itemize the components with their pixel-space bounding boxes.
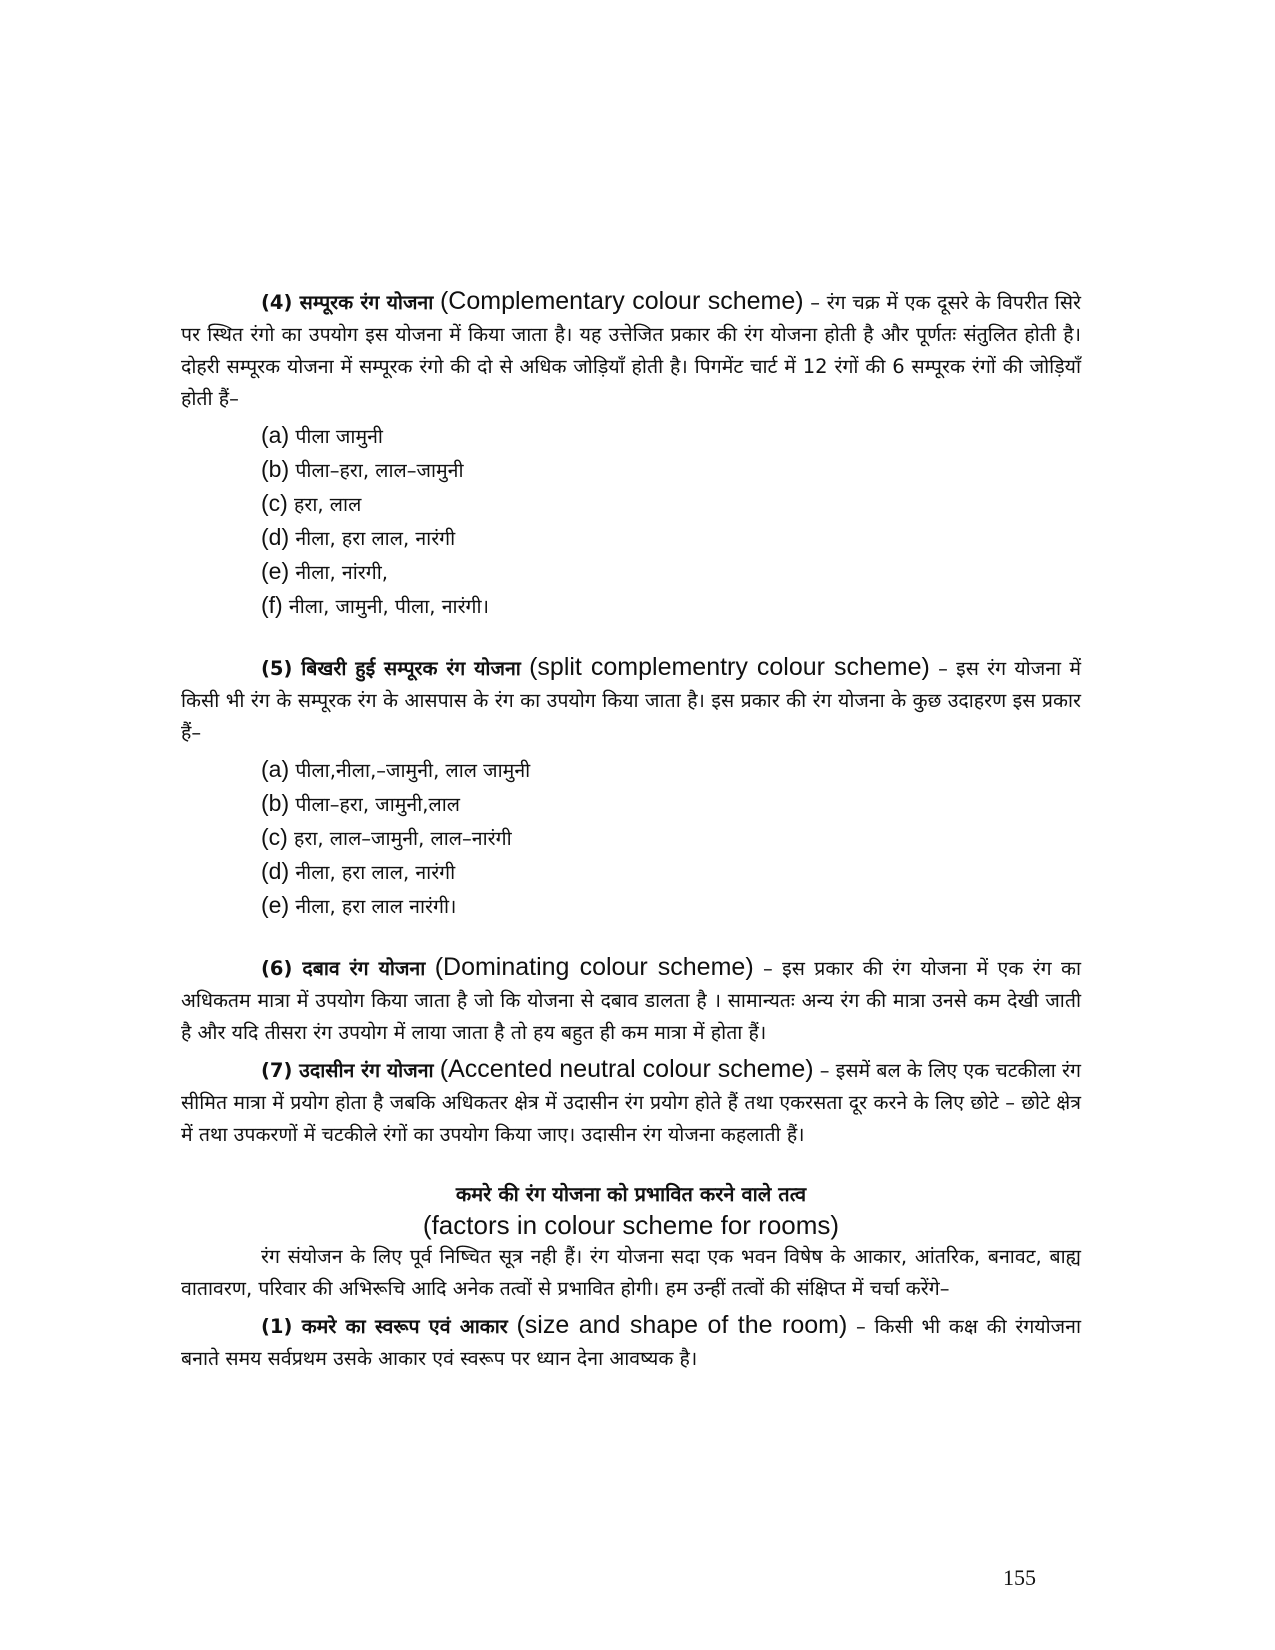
- section-5-heading-hi: (5) बिखरी हुई सम्पूरक रंग योजना: [261, 657, 521, 680]
- list-item: (a) पीला,नीला,–जामुनी, लाल जामुनी: [261, 756, 531, 782]
- factors-title-en: (factors in colour scheme for rooms): [422, 1210, 840, 1240]
- section-6-heading-hi: (6) दबाव रंग योजना: [261, 957, 426, 980]
- factor-1-heading-hi: (1) कमरे का स्वरूप एवं आकार: [261, 1315, 508, 1338]
- factor-1-paragraph: [181, 1309, 1081, 1375]
- section-6-body: – इस प्रकार की रंग योजना में एक रंग का अधिकतम मात्रा में उपयोग किया जाता है जो कि योजना से दबाव डालता है । सामान्यतः अन्य रंग की मात्रा उनसे कम देखी जाती है और यदि तीसरा रंग उपयोग में लाया जाता है तो हय बहुत ही कम मात्रा में होता हैं।: [181, 957, 1082, 1044]
- list-item: (d) नीला, हरा लाल, नारंगी: [261, 858, 456, 884]
- section-6-paragraph: [181, 951, 1081, 1049]
- section-5-list: [181, 753, 1081, 923]
- list-item: (e) नीला, हरा लाल नारंगी।: [261, 892, 457, 918]
- factor-1-body: – किसी भी कक्ष की रंगयोजना बनाते समय सर्वप्रथम उसके आकार एवं स्वरूप पर ध्यान देना आवष्यक है।: [181, 1315, 1081, 1370]
- list-item: (b) पीला–हरा, लाल–जामुनी: [261, 456, 464, 482]
- list-item: (b) पीला–हरा, जामुनी,लाल: [261, 790, 460, 816]
- section-6-heading-en: (Dominating colour scheme): [434, 953, 754, 981]
- section-7-heading-hi: (7) उदासीन रंग योजना: [261, 1059, 434, 1082]
- factors-intro: रंग संयोजन के लिए पूर्व निष्चित सूत्र नही हैं। रंग योजना सदा एक भवन विषेष के आकार, आंतरिक, बनावट, बाह्य वातावरण, परिवार की अभिरूचि आदि अनेक तत्वों से प्रभावित होगी। हम उन्हीं तत्वों की संक्षिप्त में चर्चा करेंगे–: [181, 1245, 1081, 1300]
- list-item: (c) हरा, लाल: [261, 490, 362, 516]
- page-number: 155: [1003, 1565, 1036, 1590]
- section-7-heading-en: (Accented neutral colour scheme): [439, 1055, 814, 1083]
- factor-1-heading-en: (size and shape of the room): [516, 1311, 848, 1339]
- section-7-body: – इसमें बल के लिए एक चटकीला रंग सीमित मात्रा में प्रयोग होता है जबकि अधिकतर क्षेत्र में उदासीन रंग प्रयोग होते हैं तथा एकरसता दूर करने के लिए छोटे – छोटे क्षेत्र में तथा उपकरणों में चटकीले रंगों का उपयोग किया जाए। उदासीन रंग योजना कहलाती हैं।: [181, 1059, 1081, 1146]
- section-4-heading-hi: (4) सम्पूरक रंग योजना: [261, 291, 434, 314]
- factors-title-hi: कमरे की रंग योजना को प्रभावित करने वाले तत्व: [455, 1182, 807, 1206]
- list-item: (d) नीला, हरा लाल, नारंगी: [261, 524, 456, 550]
- list-item: (e) नीला, नांरगी,: [261, 558, 388, 584]
- section-4-paragraph: [181, 285, 1081, 415]
- section-4-heading-en: (Complementary colour scheme): [439, 287, 804, 315]
- section-5-body: – इस रंग योजना में किसी भी रंग के सम्पूरक रंग के आसपास के रंग का उपयोग किया जाता है। इस प्रकार की रंग योजना के कुछ उदाहरण इस प्रकार हैं–: [181, 657, 1081, 744]
- list-item: (a) पीला जामुनी: [261, 422, 383, 448]
- list-item: (c) हरा, लाल–जामुनी, लाल–नारंगी: [261, 824, 512, 850]
- section-4-list: [181, 419, 1081, 623]
- section-7-paragraph: [181, 1053, 1081, 1151]
- page-content: [181, 285, 1081, 1375]
- section-5-paragraph: [181, 651, 1081, 749]
- section-5-heading-en: (split complementry colour scheme): [529, 653, 930, 681]
- list-item: (f) नीला, जामुनी, पीला, नारंगी।: [261, 592, 489, 618]
- section-4-body: – रंग चक्र में एक दूसरे के विपरीत सिरे पर स्थित रंगो का उपयोग इस योजना में किया जाता है। यह उत्तेजित प्रकार की रंग योजना होती है और पूर्णतः संतुलित होती है। दोहरी सम्पूरक योजना में सम्पूरक रंगो की दो से अधिक जोड़ियाँ होती है। पिगमेंट चार्ट में 12 रंगों की 6 सम्पूरक रंगों की जोड़ियाँ होती हैं–: [181, 291, 1081, 410]
